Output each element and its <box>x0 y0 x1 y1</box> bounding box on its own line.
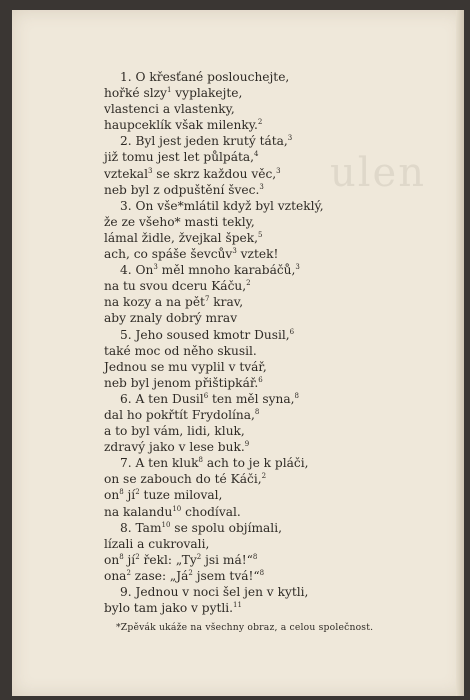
book-page <box>12 10 464 696</box>
poem-line: $on^8$ $jí^2$ tuze miloval, <box>104 488 223 503</box>
footnote-mark: 3 <box>259 182 264 191</box>
footnote: *Zpěvák ukáže na všechny obraz, a celou společnost. <box>116 622 374 633</box>
poem-line: on se zabouch do té Káči,$^2$ <box>104 472 267 487</box>
footnote-mark: 2 <box>257 118 263 127</box>
poem-line: 2. Byl jest jeden krutý táta,$^3$ <box>120 134 293 149</box>
footnote-mark: 8 <box>198 456 203 465</box>
footnote-mark: 3 <box>276 166 281 175</box>
poem-line: neb byl jenom přištipkář.$^6$ <box>104 375 263 390</box>
footnote-mark: 2 <box>196 552 202 561</box>
footnote-mark: 3 <box>232 247 237 256</box>
footnote-mark: 8 <box>252 552 258 561</box>
footnote-mark: 5 <box>258 230 263 239</box>
poem-line: vztekal$^3$ se skrz každou věc,$^3$ <box>104 166 281 181</box>
poem-line: dal ho pokřtít Frydolína,$^8$ <box>104 407 260 422</box>
footnote-mark: 2 <box>135 488 140 497</box>
poem-line: lámal židle, žvejkal špek,$^5$ <box>104 230 263 245</box>
poem-line: Jednou se mu vyplil v tvář, <box>104 359 267 374</box>
footnote-mark: 6 <box>203 391 209 400</box>
footnote-mark: 2 <box>135 552 140 561</box>
poem-line: $on^8$ $jí^2$ řekl: „Ty$^2$ jsi má!“$^8$ <box>104 552 258 567</box>
poem-line: na kozy a na pět$^7$ krav, <box>104 295 244 310</box>
poem-line: haupceklík však milenky.$^2$ <box>104 118 263 133</box>
footnote-mark: 9 <box>244 440 250 449</box>
poem-line: 5. Jeho soused kmotr Dusil,$^6$ <box>120 327 295 342</box>
poem-line: na tu svou dceru Káču,$^2$ <box>104 279 251 294</box>
poem-line: lízali a cukrovali, <box>104 536 210 551</box>
poem-line: 4. On$^3$ měl mnoho karabáčů,$^3$ <box>120 263 300 278</box>
footnote-mark: 8 <box>119 488 124 497</box>
poem-line: a to byl vám, lidi, kluk, <box>104 424 245 439</box>
poem-line: ona$^2$ zase: $„Já^2$ jsem tvá!“$^8$ <box>104 568 265 583</box>
poem-line: bylo tam jako v pytli.$^{11}$ <box>104 601 242 616</box>
footnote-mark: 7 <box>204 295 210 304</box>
footnote-mark: 3 <box>153 263 158 272</box>
poem-text <box>104 69 424 616</box>
poem-line: aby znaly dobrý mrav <box>104 311 238 326</box>
poem-line: 9. Jednou v noci šel jen v kytli, <box>120 585 309 599</box>
poem-line: 6. A ten Dusil$^6$ ten měl syna,$^8$ <box>120 391 300 406</box>
poem-line: hořké slzy$^1$ vyplakejte, <box>104 86 243 101</box>
footnote-mark: 8 <box>294 391 300 400</box>
footnote-mark: 8 <box>119 552 124 561</box>
footnote-mark: 3 <box>295 263 300 272</box>
poem-line: na kalandu$^{10}$ chodíval. <box>104 504 241 519</box>
bleed-through-text: ulen <box>330 150 426 196</box>
page-gutter <box>456 10 464 696</box>
poem-line: 3. On vše*mlátil když byl vzteklý, <box>120 198 324 213</box>
poem-line: neb byl z odpuštění švec.$^3$ <box>104 182 264 197</box>
poem-line: že ze všeho* masti tekly, <box>104 214 255 229</box>
poem-line: 8. Tam$^{10}$ se spolu objímali, <box>120 520 282 535</box>
poem-line: 7. A ten kluk$^8$ ach to je k pláči, <box>120 456 309 471</box>
footnote-mark: 2 <box>188 568 193 577</box>
footnote-mark: 2 <box>246 279 251 288</box>
footnote-mark: 1 <box>166 86 172 95</box>
footnote-mark: 6 <box>289 327 295 336</box>
poem-line: ach, co spáše ševcův$^3$ vztek! <box>104 247 279 262</box>
poem-line: vlastenci a vlastenky, <box>104 102 235 117</box>
footnote-mark: 6 <box>258 375 263 384</box>
footnote-mark: 4 <box>254 150 259 159</box>
poem-line: 1. O křesťané poslouchejte, <box>120 70 290 84</box>
footnote-mark: 2 <box>126 568 131 577</box>
footnote-mark: 2 <box>261 472 267 481</box>
poem-line: zdravý jako v lese buk.$^9$ <box>104 440 250 455</box>
footnote-mark: 3 <box>147 166 153 175</box>
footnote-mark: 10 <box>161 520 171 529</box>
footnote-mark: 11 <box>233 601 242 610</box>
poem-line: již tomu jest let půlpáta,$^4$ <box>104 150 259 165</box>
poem-line: také moc od něho skusil. <box>104 343 257 358</box>
footnote-mark: 10 <box>172 504 182 513</box>
footnote-mark: 8 <box>254 407 260 416</box>
footnote-mark: 8 <box>259 568 265 577</box>
footnote-mark: 3 <box>287 134 293 143</box>
